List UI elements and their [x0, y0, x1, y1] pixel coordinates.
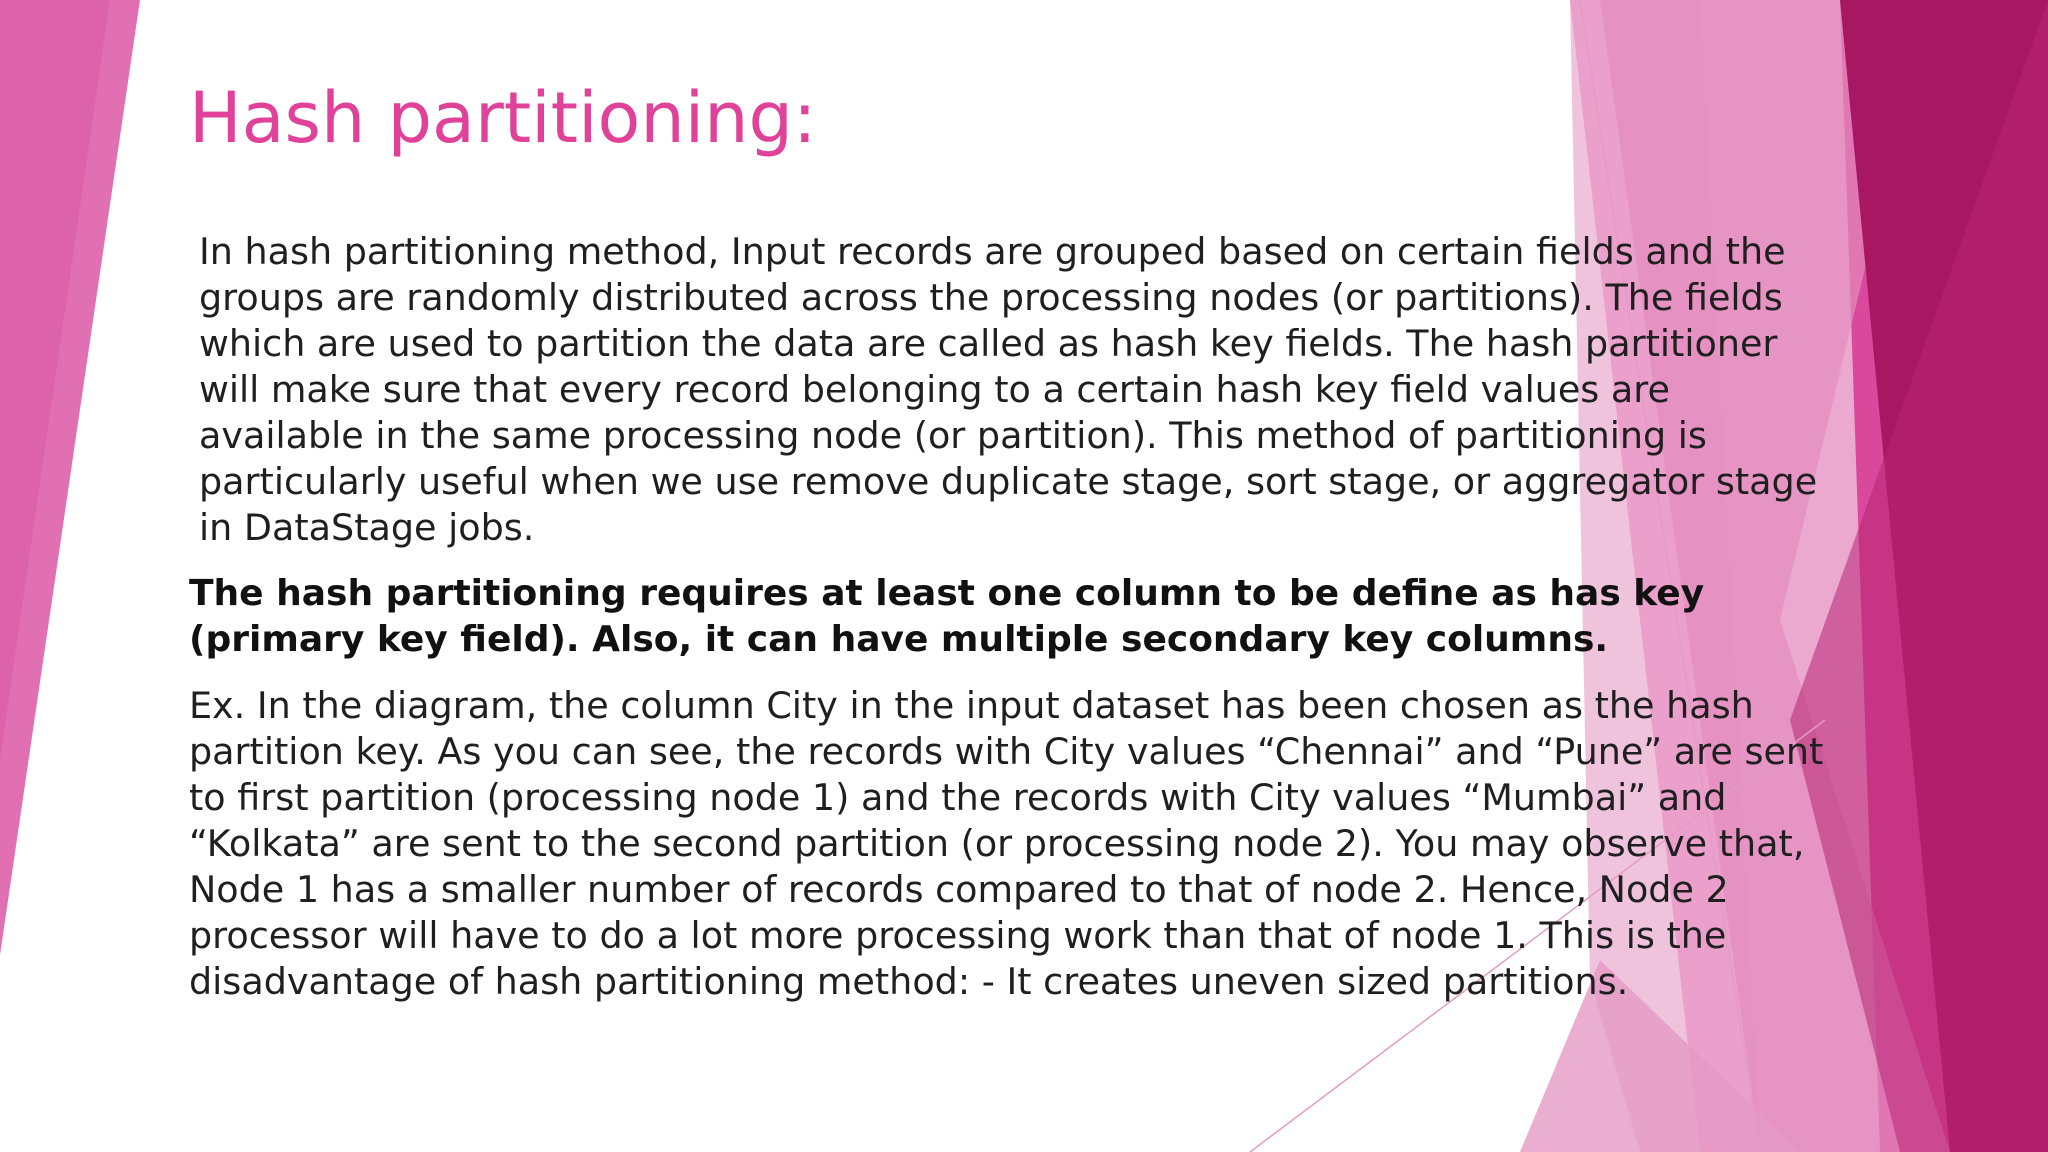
paragraph-key-requirement: The hash partitioning requires at least one column to be define as has key (primary key field). Also, it can have multiple secondary key columns. [189, 573, 1705, 660]
paragraph-example: Ex. In the diagram, the column City in the input dataset has been chosen as the hash partition key. As you can see, the records with City values “Chennai” and “Pune” are sent to first partition (processing node 1) and the records with City values “Mumbai” and “Kolkata” are sent to the second partition (or processing node 2). You may observe that, Node 1 has a smaller number of records compared to that of node 2. Hence, Node 2 processor will have to do a lot more processing work than that of node 1. This is the disadvantage of hash partitioning method: - It creates uneven sized partitions. [189, 684, 1824, 1003]
left-accent-highlight [0, 0, 110, 760]
slide-title: Hash partitioning: [189, 77, 817, 159]
paragraph-hash-partitioning-method: In hash partitioning method, Input records are grouped based on certain fields and the groups are randomly distributed across the processing nodes (or partitions). The fields which are used to partition the data are called as hash key fields. The hash partitioner will make sure that every record belonging to a certain hash key field values are available in the same processing node (or partition). This method of partitioning is particularly useful when we use remove duplicate stage, sort stage, or aggregator stage in DataStage jobs. [199, 230, 1818, 549]
slide-body [189, 229, 1829, 1025]
